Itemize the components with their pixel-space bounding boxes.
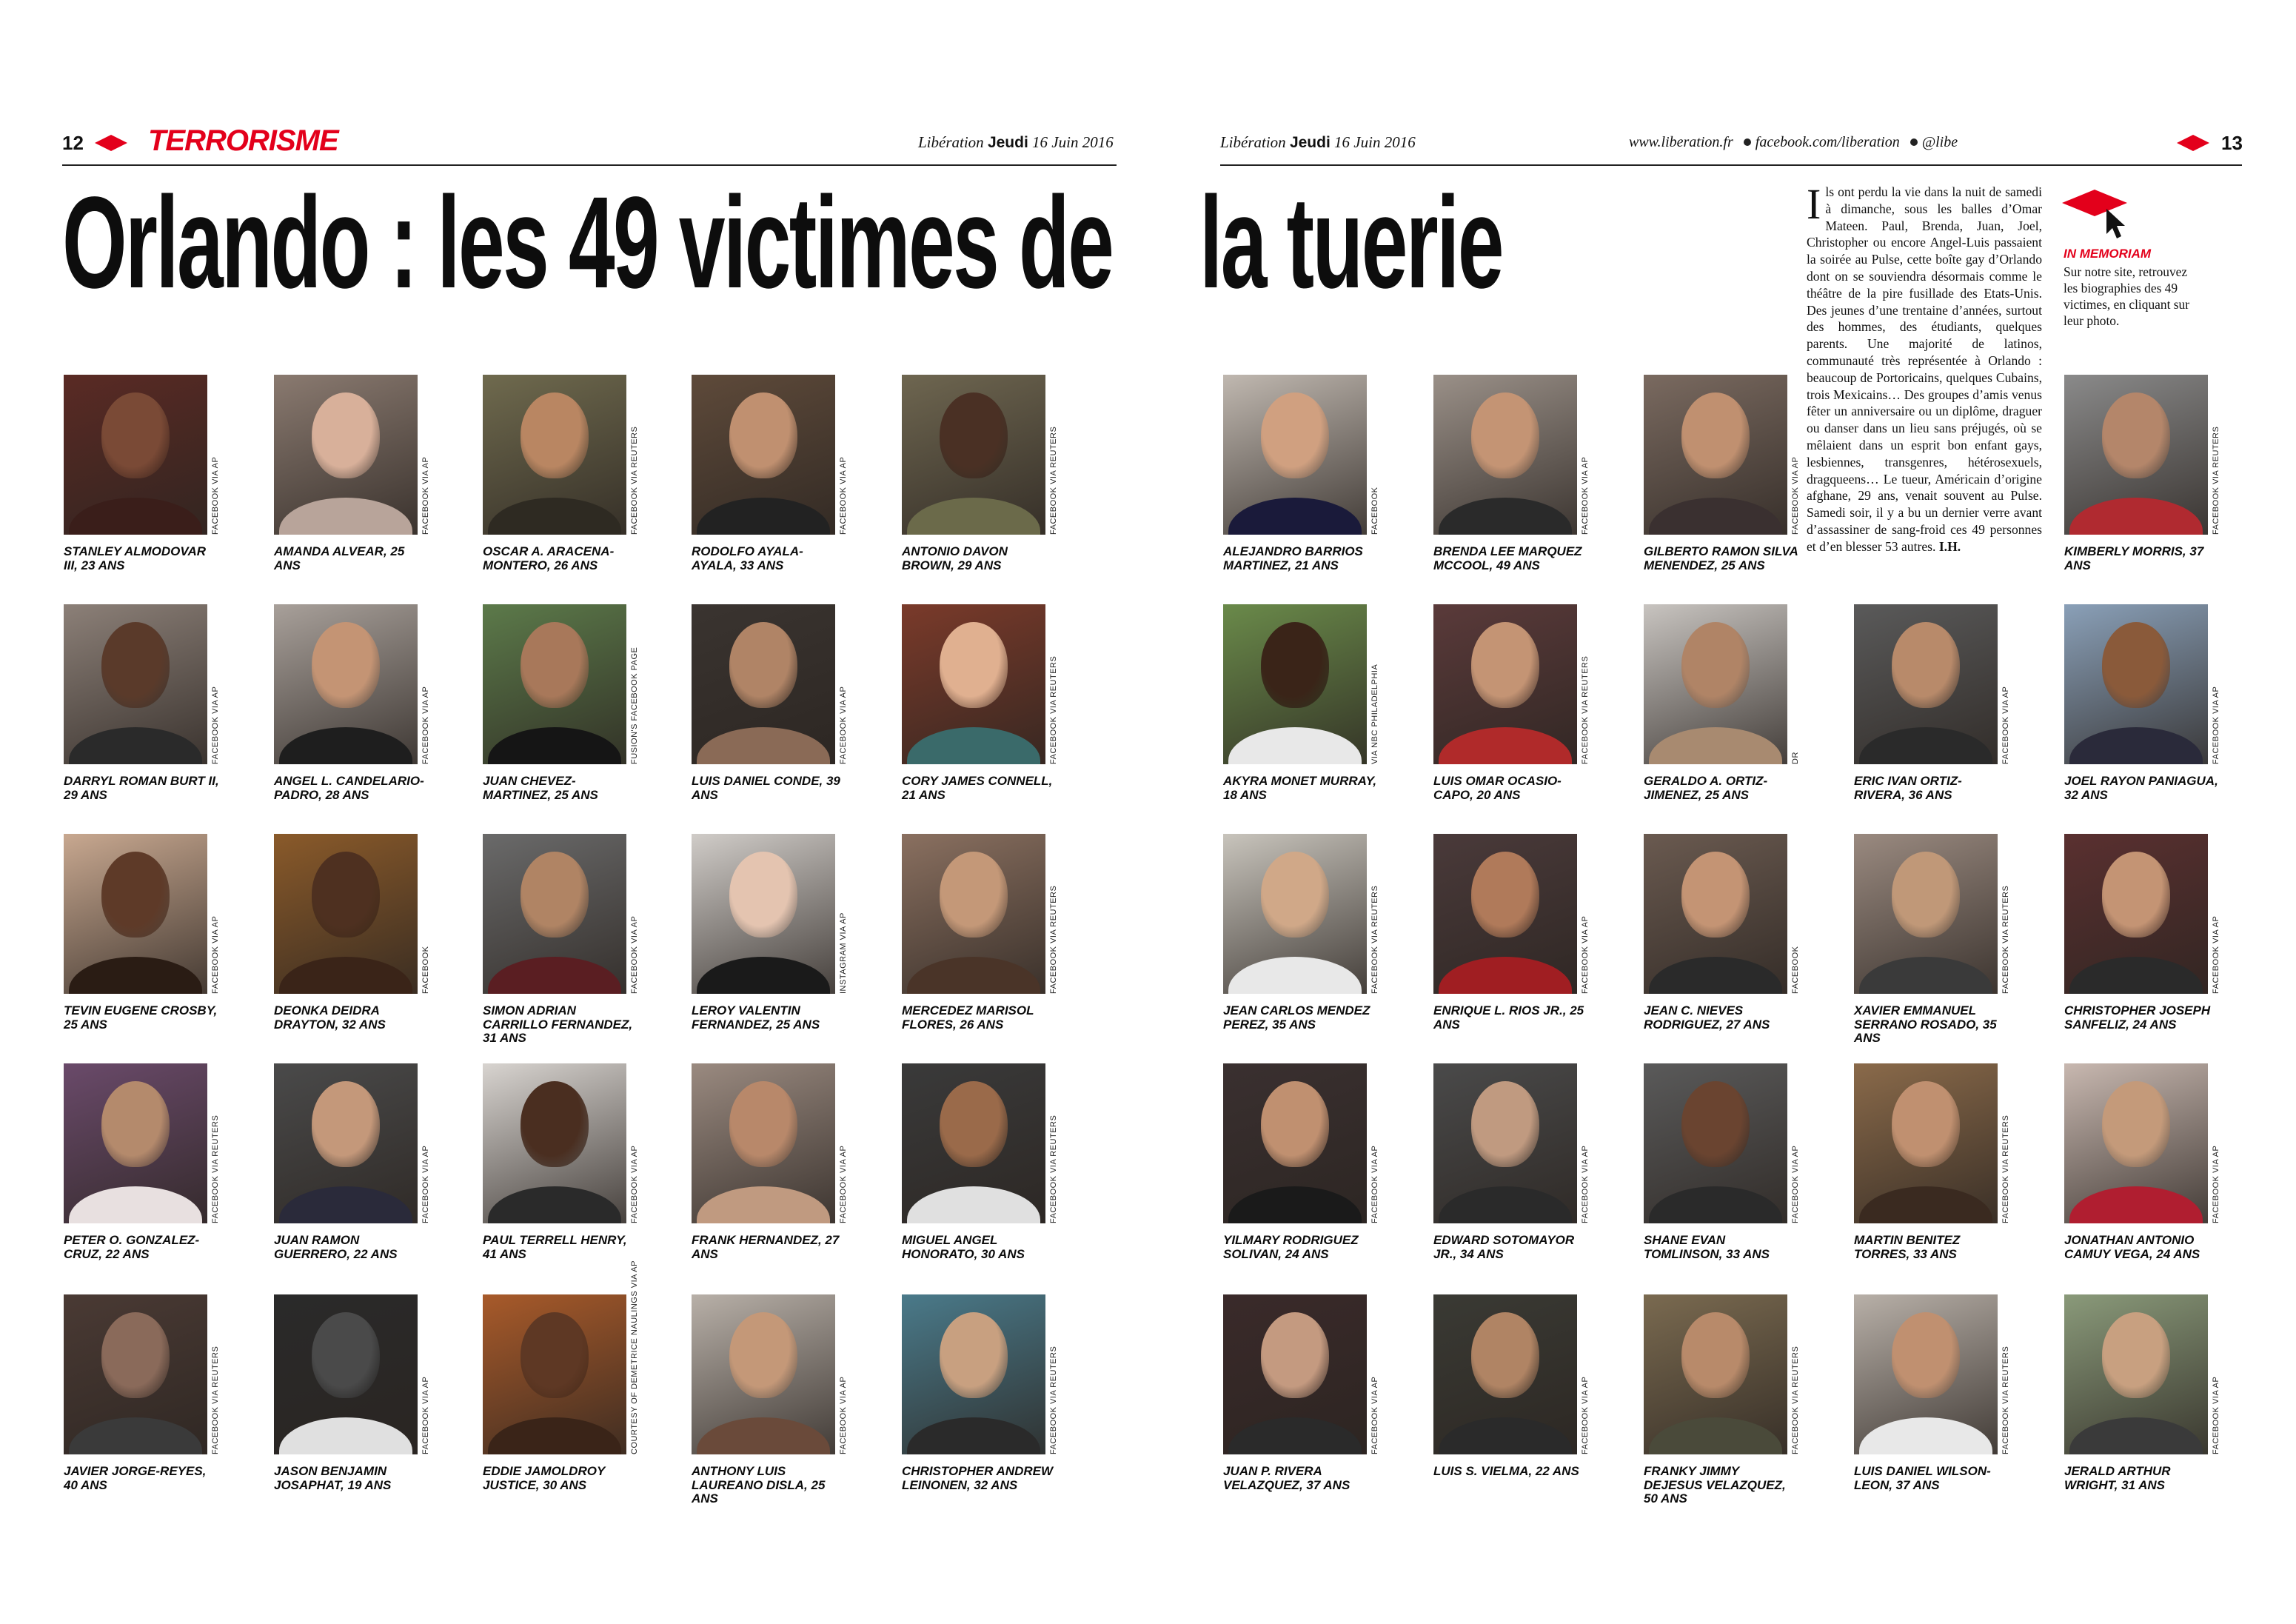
photo-credit: FACEBOOK VIA AP — [839, 456, 848, 535]
photo-face-shape — [2102, 392, 2170, 478]
photo-credit: FACEBOOK VIA AP — [630, 1145, 639, 1223]
photo-credit: FACEBOOK VIA AP — [421, 686, 430, 764]
photo-credit: FACEBOOK VIA REUTERS — [1049, 655, 1058, 764]
photo-credit: FACEBOOK — [1370, 487, 1379, 535]
website-link[interactable]: www.liberation.fr — [1629, 134, 1733, 150]
headline-part2: la tuerie — [1199, 170, 1502, 315]
victim-name: GERALDO A. ORTIZ-JIMENEZ, 25 ANS — [1644, 774, 1768, 802]
photo-torso-shape — [1228, 727, 1362, 764]
photo-credit: FACEBOOK VIA REUTERS — [2212, 426, 2220, 535]
victim-name: SIMON ADRIAN CARRILLO FERNANDEZ, 31 ANS — [483, 1003, 633, 1045]
victim-photo[interactable] — [902, 1063, 1045, 1223]
photo-face-shape — [101, 852, 170, 938]
photo-credit: FACEBOOK VIA REUTERS — [1791, 1346, 1800, 1454]
photo-credit: FACEBOOK VIA AP — [211, 915, 220, 994]
victim-photo[interactable] — [1644, 375, 1787, 535]
victim-name: JASON BENJAMIN JOSAPHAT, 19 ANS — [274, 1464, 392, 1492]
victim-photo[interactable] — [1854, 604, 1998, 764]
victim-photo[interactable] — [692, 375, 835, 535]
victim-name: JUAN P. RIVERA VELAZQUEZ, 37 ANS — [1223, 1464, 1351, 1492]
drop-cap: I — [1807, 180, 1821, 228]
photo-face-shape — [1892, 622, 1960, 708]
photo-torso-shape — [69, 1186, 202, 1223]
victim-photo[interactable] — [1433, 375, 1577, 535]
photo-credit: FACEBOOK VIA AP — [2212, 915, 2220, 994]
victim-photo[interactable] — [692, 834, 835, 994]
victim-photo[interactable] — [1644, 834, 1787, 994]
photo-torso-shape — [907, 1417, 1040, 1454]
victim-name: LUIS DANIEL CONDE, 39 ANS — [692, 774, 840, 802]
photo-face-shape — [101, 622, 170, 708]
victim-photo[interactable] — [64, 604, 207, 764]
twitter-link[interactable]: @libe — [1921, 134, 1958, 150]
section-rubric: TERRORISME — [148, 124, 338, 157]
victim-photo[interactable] — [1644, 1063, 1787, 1223]
in-memoriam-title: IN MEMORIAM — [2064, 247, 2152, 261]
victim-photo[interactable] — [1854, 1294, 1998, 1454]
victim-photo[interactable] — [1433, 604, 1577, 764]
photo-credit: FACEBOOK VIA AP — [630, 915, 639, 994]
photo-credit: VIA NBC PHILADELPHIA — [1370, 664, 1379, 764]
photo-torso-shape — [1439, 1186, 1572, 1223]
victim-photo[interactable] — [483, 604, 626, 764]
photo-face-shape — [729, 1312, 797, 1398]
photo-torso-shape — [69, 498, 202, 535]
victim-name: FRANK HERNANDEZ, 27 ANS — [692, 1233, 840, 1261]
photo-face-shape — [521, 1312, 589, 1398]
photo-credit: FACEBOOK VIA REUTERS — [1370, 885, 1379, 994]
victim-name: LUIS S. VIELMA, 22 ANS — [1433, 1464, 1579, 1478]
photo-torso-shape — [488, 1417, 621, 1454]
photo-credit: FACEBOOK VIA REUTERS — [2001, 885, 2010, 994]
victim-photo[interactable] — [2064, 375, 2208, 535]
photo-face-shape — [312, 1081, 380, 1167]
victim-photo[interactable] — [64, 375, 207, 535]
photo-face-shape — [101, 1081, 170, 1167]
victim-name: DEONKA DEIDRA DRAYTON, 32 ANS — [274, 1003, 386, 1032]
photo-face-shape — [1471, 392, 1539, 478]
victim-photo[interactable] — [1223, 1294, 1367, 1454]
photo-credit: FACEBOOK VIA AP — [839, 686, 848, 764]
photo-face-shape — [940, 622, 1008, 708]
victim-name: CHRISTOPHER ANDREW LEINONEN, 32 ANS — [902, 1464, 1054, 1492]
victim-name: JEAN C. NIEVES RODRIGUEZ, 27 ANS — [1644, 1003, 1770, 1032]
photo-credit: FACEBOOK VIA AP — [2212, 1145, 2220, 1223]
photo-torso-shape — [1439, 1417, 1572, 1454]
photo-torso-shape — [907, 957, 1040, 994]
victim-name: ERIC IVAN ORTIZ-RIVERA, 36 ANS — [1854, 774, 1962, 802]
victim-name: MIGUEL ANGEL HONORATO, 30 ANS — [902, 1233, 1025, 1261]
photo-face-shape — [1471, 622, 1539, 708]
photo-torso-shape — [1859, 957, 1992, 994]
left-page-number: 12 — [62, 132, 84, 154]
victim-photo[interactable] — [902, 375, 1045, 535]
photo-torso-shape — [1228, 1417, 1362, 1454]
victim-name: MERCEDEZ MARISOL FLORES, 26 ANS — [902, 1003, 1034, 1032]
photo-credit: FACEBOOK — [421, 946, 430, 994]
photo-credit: FUSION'S FACEBOOK PAGE — [630, 646, 639, 764]
victim-photo[interactable] — [64, 1063, 207, 1223]
victim-photo[interactable] — [64, 834, 207, 994]
victim-photo[interactable] — [1223, 834, 1367, 994]
photo-face-shape — [1261, 622, 1329, 708]
victim-photo[interactable] — [902, 834, 1045, 994]
photo-credit: FACEBOOK VIA AP — [839, 1376, 848, 1454]
photo-torso-shape — [697, 957, 830, 994]
photo-torso-shape — [1439, 957, 1572, 994]
photo-torso-shape — [279, 1186, 412, 1223]
photo-face-shape — [1681, 852, 1750, 938]
photo-face-shape — [312, 392, 380, 478]
photo-face-shape — [2102, 622, 2170, 708]
victim-name: PETER O. GONZALEZ-CRUZ, 22 ANS — [64, 1233, 200, 1261]
victim-name: AMANDA ALVEAR, 25 ANS — [274, 544, 405, 572]
photo-face-shape — [940, 392, 1008, 478]
victim-photo[interactable] — [2064, 1294, 2208, 1454]
photo-face-shape — [940, 1081, 1008, 1167]
photo-face-shape — [1471, 1081, 1539, 1167]
victim-name: LUIS DANIEL WILSON-LEON, 37 ANS — [1854, 1464, 1991, 1492]
victim-name: ANGEL L. CANDELARIO-PADRO, 28 ANS — [274, 774, 424, 802]
victim-name: PAUL TERRELL HENRY, 41 ANS — [483, 1233, 627, 1261]
photo-credit: DR — [1791, 752, 1800, 764]
victim-name: ENRIQUE L. RIOS JR., 25 ANS — [1433, 1003, 1584, 1032]
photo-face-shape — [521, 622, 589, 708]
victim-name: ANTHONY LUIS LAUREANO DISLA, 25 ANS — [692, 1464, 826, 1506]
victim-name: TEVIN EUGENE CROSBY, 25 ANS — [64, 1003, 218, 1032]
photo-torso-shape — [1649, 957, 1782, 994]
photo-credit: FACEBOOK VIA AP — [1370, 1145, 1379, 1223]
victim-photo[interactable] — [483, 834, 626, 994]
photo-credit: FACEBOOK VIA REUTERS — [630, 426, 639, 535]
victim-name: GILBERTO RAMON SILVA MENENDEZ, 25 ANS — [1644, 544, 1798, 572]
headline-part1: Orlando : les 49 victimes de — [62, 170, 1113, 315]
victim-photo[interactable] — [1644, 604, 1787, 764]
victim-name: EDWARD SOTOMAYOR JR., 34 ANS — [1433, 1233, 1575, 1261]
photo-torso-shape — [2069, 1186, 2203, 1223]
photo-torso-shape — [69, 957, 202, 994]
victim-photo[interactable] — [1854, 834, 1998, 994]
right-dateline: Libération Jeudi 16 Juin 2016 — [1220, 133, 1416, 151]
photo-face-shape — [521, 392, 589, 478]
photo-face-shape — [1261, 1312, 1329, 1398]
victim-photo[interactable] — [483, 1294, 626, 1454]
intro-text: Ils ont perdu la vie dans la nuit de samedi à dimanche, sous les balles d’Omar Mateen. Paul, Brenda, Juan, Joel, Christopher ou encore Angel-Luis passaient la soirée au Pulse, cette boîte gay d’Orlando dont on se souviendra désormais comme le théâtre de la pire fusillade des Etats-Unis. Des jeunes d’une trentaine d’années, surtout des hommes, des étudiants, quelques parents. Une majorité de latinos, communauté très représentée à Orlando : beaucoup de Portoricains, quelques Cubains, trois Mexicains… Des groupes d’amis venus fêter un anniversaire ou un diplôme, draguer ou danser dans un lieu sans préjugés, où se mêlaient dans un esprit bon enfant gays, lesbiennes, transgenres, hétérosexuels, dragqueens… Le tueur, Américain d’origine afghane, 29 ans, venait souvent au Pulse. Samedi soir, il y a bu un dernier verre avant d’assassiner de sang-froid ces 49 personnes et d’en blesser 53 autres. I.H. — [1807, 180, 2042, 554]
photo-credit: FACEBOOK VIA AP — [1581, 456, 1590, 535]
photo-face-shape — [312, 852, 380, 938]
victim-photo[interactable] — [902, 1294, 1045, 1454]
victim-name: ALEJANDRO BARRIOS MARTINEZ, 21 ANS — [1223, 544, 1363, 572]
victim-photo[interactable] — [274, 604, 418, 764]
photo-torso-shape — [1649, 498, 1782, 535]
victim-name: RODOLFO AYALA-AYALA, 33 ANS — [692, 544, 803, 572]
photo-torso-shape — [697, 1417, 830, 1454]
victim-name: YILMARY RODRIGUEZ SOLIVAN, 24 ANS — [1223, 1233, 1359, 1261]
signature: I.H. — [1938, 538, 1961, 554]
photo-credit: FACEBOOK VIA REUTERS — [1049, 426, 1058, 535]
victim-name: KIMBERLY MORRIS, 37 ANS — [2064, 544, 2204, 572]
victim-name: CORY JAMES CONNELL, 21 ANS — [902, 774, 1053, 802]
victim-photo[interactable] — [274, 1063, 418, 1223]
photo-credit: FACEBOOK VIA AP — [2001, 686, 2010, 764]
victim-photo[interactable] — [274, 375, 418, 535]
photo-torso-shape — [907, 1186, 1040, 1223]
photo-credit: FACEBOOK VIA AP — [211, 456, 220, 535]
photo-torso-shape — [69, 1417, 202, 1454]
victim-photo[interactable] — [274, 1294, 418, 1454]
photo-credit: FACEBOOK VIA AP — [421, 1376, 430, 1454]
victim-name: DARRYL ROMAN BURT II, 29 ANS — [64, 774, 219, 802]
photo-credit: FACEBOOK — [1791, 946, 1800, 994]
photo-face-shape — [1681, 1081, 1750, 1167]
victim-name: AKYRA MONET MURRAY, 18 ANS — [1223, 774, 1377, 802]
victim-photo[interactable] — [2064, 834, 2208, 994]
red-diamond-icon — [95, 135, 127, 151]
photo-credit: INSTAGRAM VIA AP — [839, 912, 848, 994]
photo-torso-shape — [1228, 957, 1362, 994]
photo-credit: FACEBOOK VIA AP — [1370, 1376, 1379, 1454]
photo-face-shape — [101, 1312, 170, 1398]
left-dateline: Libération Jeudi 16 Juin 2016 — [918, 133, 1114, 151]
victim-photo[interactable] — [64, 1294, 207, 1454]
right-page-number: 13 — [2221, 132, 2243, 154]
victim-photo[interactable] — [2064, 1063, 2208, 1223]
victim-name: BRENDA LEE MARQUEZ MCCOOL, 49 ANS — [1433, 544, 1582, 572]
web-links — [1629, 134, 1958, 151]
photo-credit: FACEBOOK VIA AP — [1581, 1145, 1590, 1223]
photo-credit: FACEBOOK VIA AP — [2212, 686, 2220, 764]
twitter-icon — [1910, 138, 1918, 146]
photo-torso-shape — [1228, 1186, 1362, 1223]
victim-photo[interactable] — [1433, 834, 1577, 994]
photo-credit: FACEBOOK VIA REUTERS — [1581, 655, 1590, 764]
victim-name: MARTIN BENITEZ TORRES, 33 ANS — [1854, 1233, 1961, 1261]
victim-photo[interactable] — [483, 1063, 626, 1223]
victim-name: XAVIER EMMANUEL SERRANO ROSADO, 35 ANS — [1854, 1003, 1997, 1045]
victim-photo[interactable] — [2064, 604, 2208, 764]
photo-face-shape — [1471, 1312, 1539, 1398]
victim-name: CHRISTOPHER JOSEPH SANFELIZ, 24 ANS — [2064, 1003, 2211, 1032]
photo-torso-shape — [1859, 727, 1992, 764]
photo-credit: FACEBOOK VIA REUTERS — [1049, 1346, 1058, 1454]
photo-face-shape — [521, 1081, 589, 1167]
photo-face-shape — [1892, 1312, 1960, 1398]
victim-name: JERALD ARTHUR WRIGHT, 31 ANS — [2064, 1464, 2171, 1492]
victim-name: OSCAR A. ARACENA-MONTERO, 26 ANS — [483, 544, 615, 572]
photo-face-shape — [940, 852, 1008, 938]
photo-face-shape — [2102, 1312, 2170, 1398]
victim-photo[interactable] — [1223, 604, 1367, 764]
photo-credit: FACEBOOK VIA REUTERS — [211, 1346, 220, 1454]
photo-face-shape — [1681, 392, 1750, 478]
photo-torso-shape — [1649, 1186, 1782, 1223]
photo-face-shape — [1681, 1312, 1750, 1398]
photo-torso-shape — [907, 498, 1040, 535]
victim-name: JEAN CARLOS MENDEZ PEREZ, 35 ANS — [1223, 1003, 1370, 1032]
victim-photo[interactable] — [1223, 1063, 1367, 1223]
photo-face-shape — [312, 622, 380, 708]
photo-credit: FACEBOOK VIA AP — [421, 456, 430, 535]
victim-photo[interactable] — [1854, 1063, 1998, 1223]
photo-face-shape — [729, 622, 797, 708]
photo-credit: FACEBOOK VIA AP — [211, 686, 220, 764]
photo-torso-shape — [279, 727, 412, 764]
photo-torso-shape — [488, 1186, 621, 1223]
victim-name: JAVIER JORGE-REYES, 40 ANS — [64, 1464, 207, 1492]
victim-name: JUAN RAMON GUERRERO, 22 ANS — [274, 1233, 398, 1261]
photo-face-shape — [521, 852, 589, 938]
photo-torso-shape — [1439, 727, 1572, 764]
victim-photo[interactable] — [274, 834, 418, 994]
victim-name: LEROY VALENTIN FERNANDEZ, 25 ANS — [692, 1003, 820, 1032]
photo-credit: FACEBOOK VIA REUTERS — [1049, 1115, 1058, 1223]
victim-photo[interactable] — [1223, 375, 1367, 535]
victim-name: JONATHAN ANTONIO CAMUY VEGA, 24 ANS — [2064, 1233, 2200, 1261]
photo-face-shape — [729, 1081, 797, 1167]
photo-torso-shape — [2069, 1417, 2203, 1454]
photo-credit: FACEBOOK VIA AP — [2212, 1376, 2220, 1454]
photo-torso-shape — [69, 727, 202, 764]
photo-face-shape — [1471, 852, 1539, 938]
photo-torso-shape — [697, 727, 830, 764]
photo-face-shape — [312, 1312, 380, 1398]
photo-face-shape — [1681, 622, 1750, 708]
photo-torso-shape — [1649, 727, 1782, 764]
photo-credit: FACEBOOK VIA AP — [1581, 915, 1590, 994]
victim-photo[interactable] — [692, 1294, 835, 1454]
photo-face-shape — [101, 392, 170, 478]
photo-face-shape — [1261, 1081, 1329, 1167]
photo-credit: FACEBOOK VIA REUTERS — [211, 1115, 220, 1223]
photo-face-shape — [729, 852, 797, 938]
cursor-diamond-icon — [2062, 187, 2133, 240]
photo-torso-shape — [2069, 727, 2203, 764]
photo-torso-shape — [1859, 1417, 1992, 1454]
victim-name: STANLEY ALMODOVAR III, 23 ANS — [64, 544, 207, 572]
victim-name: LUIS OMAR OCASIO-CAPO, 20 ANS — [1433, 774, 1562, 802]
victim-name: SHANE EVAN TOMLINSON, 33 ANS — [1644, 1233, 1770, 1261]
photo-torso-shape — [1649, 1417, 1782, 1454]
photo-face-shape — [1261, 392, 1329, 478]
photo-face-shape — [1892, 1081, 1960, 1167]
photo-face-shape — [2102, 1081, 2170, 1167]
victim-name: JOEL RAYON PANIAGUA, 32 ANS — [2064, 774, 2218, 802]
photo-torso-shape — [488, 727, 621, 764]
victim-name: ANTONIO DAVON BROWN, 29 ANS — [902, 544, 1008, 572]
photo-credit: FACEBOOK VIA REUTERS — [2001, 1346, 2010, 1454]
victim-name: EDDIE JAMOLDROY JUSTICE, 30 ANS — [483, 1464, 605, 1492]
photo-credit: COURTESY OF DEMETRICE NAULINGS VIA AP — [630, 1260, 639, 1454]
in-memoriam-text: Sur notre site, retrouvez les biographies des 49 victimes, en cliquant sur leur photo. — [2064, 264, 2190, 328]
photo-torso-shape — [488, 498, 621, 535]
photo-face-shape — [1892, 852, 1960, 938]
facebook-link[interactable]: facebook.com/liberation — [1755, 134, 1900, 150]
photo-torso-shape — [2069, 957, 2203, 994]
victim-name: FRANKY JIMMY DEJESUS VELAZQUEZ, 50 ANS — [1644, 1464, 1786, 1506]
photo-torso-shape — [1439, 498, 1572, 535]
photo-face-shape — [1261, 852, 1329, 938]
photo-credit: FACEBOOK VIA AP — [1581, 1376, 1590, 1454]
photo-credit: FACEBOOK VIA AP — [1791, 456, 1800, 535]
photo-torso-shape — [488, 957, 621, 994]
photo-torso-shape — [279, 498, 412, 535]
photo-torso-shape — [2069, 498, 2203, 535]
photo-credit: FACEBOOK VIA AP — [839, 1145, 848, 1223]
photo-torso-shape — [1228, 498, 1362, 535]
photo-torso-shape — [279, 1417, 412, 1454]
victim-photo[interactable] — [692, 604, 835, 764]
photo-torso-shape — [697, 498, 830, 535]
victim-photo[interactable] — [902, 604, 1045, 764]
photo-face-shape — [729, 392, 797, 478]
victim-photo[interactable] — [1644, 1294, 1787, 1454]
victim-photo[interactable] — [483, 375, 626, 535]
photo-face-shape — [2102, 852, 2170, 938]
red-diamond-icon — [2177, 135, 2209, 151]
victim-name: JUAN CHEVEZ-MARTINEZ, 25 ANS — [483, 774, 598, 802]
photo-credit: FACEBOOK VIA AP — [1791, 1145, 1800, 1223]
photo-credit: FACEBOOK VIA REUTERS — [2001, 1115, 2010, 1223]
photo-torso-shape — [1859, 1186, 1992, 1223]
photo-credit: FACEBOOK VIA REUTERS — [1049, 885, 1058, 994]
photo-torso-shape — [907, 727, 1040, 764]
photo-credit: FACEBOOK VIA AP — [421, 1145, 430, 1223]
facebook-icon — [1744, 138, 1751, 146]
photo-torso-shape — [697, 1186, 830, 1223]
photo-face-shape — [940, 1312, 1008, 1398]
victim-photo[interactable] — [1433, 1294, 1577, 1454]
victim-photo[interactable] — [1433, 1063, 1577, 1223]
photo-torso-shape — [279, 957, 412, 994]
victim-photo[interactable] — [692, 1063, 835, 1223]
